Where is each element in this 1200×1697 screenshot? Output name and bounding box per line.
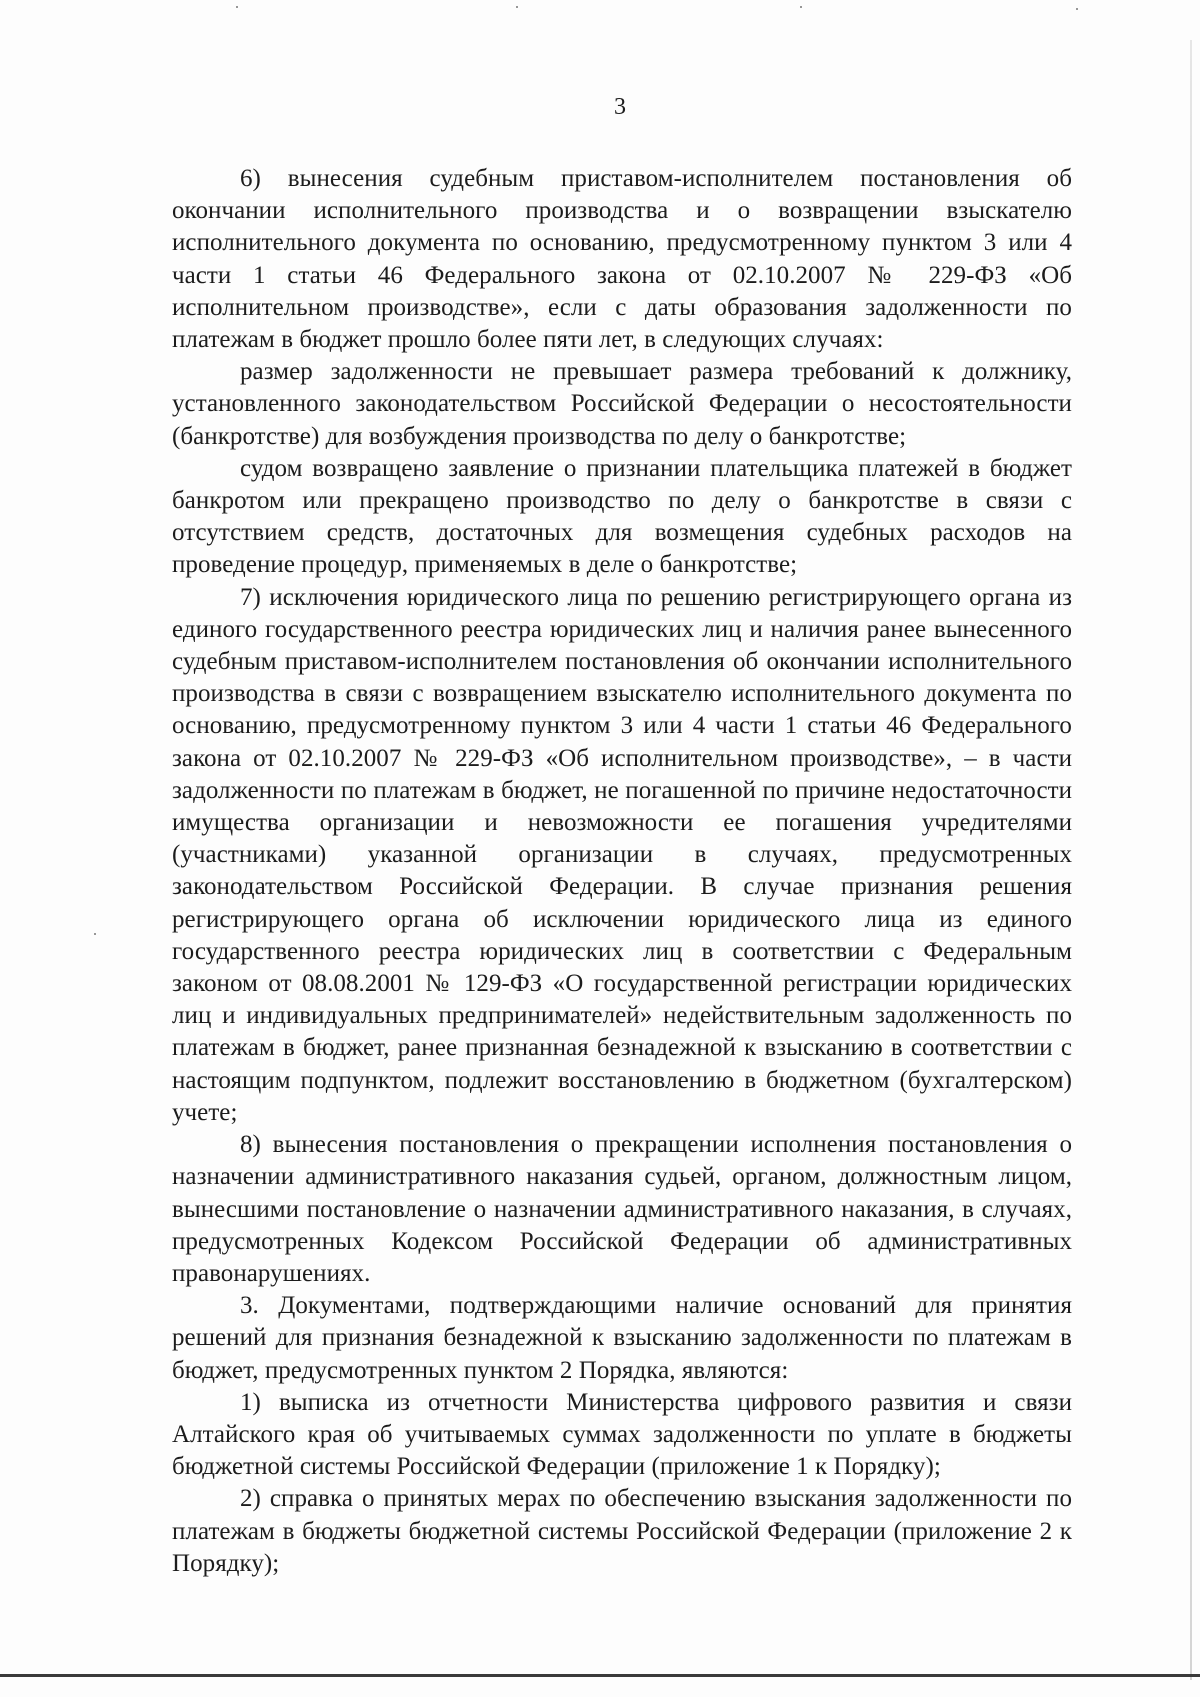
paragraph-case-debt-size: размер задолженности не превышает размера требований к должнику, установленного законодательством Российской Федерации о несостоятельности (банкротстве) для возбуждения производства по делу о банкротстве; bbox=[172, 358, 1072, 450]
paragraph-item-6: 6) вынесения судебным приставом-исполнителем постановления об окончании исполнительного производства и о возвращении взыскателю исполнительного документа по основанию, предусмотренному пунктом 3 или 4 части 1 статьи 46 Федерального закона от 02.10.2007 № 229-ФЗ «Об исполнительном производстве», если с даты образования задолженности по платежам в бюджет прошло более пяти лет, в следующих случаях: bbox=[172, 165, 1072, 354]
paragraph-document-2: 2) справка о принятых мерах по обеспечению взыскания задолженности по платежам в бюджеты бюджетной системы Российской Федерации (приложение 2 к Порядку); bbox=[172, 1485, 1072, 1577]
document-body bbox=[172, 163, 1072, 1580]
paragraph-document-1: 1) выписка из отчетности Министерства цифрового развития и связи Алтайского края об учитываемых суммах задолженности по уплате в бюджеты бюджетной системы Российской Федерации (приложение 1 к Порядку); bbox=[172, 1388, 1072, 1481]
paragraph-item-7: 7) исключения юридического лица по решению регистрирующего органа из единого государственного реестра юридических лиц и наличия ранее вынесенного судебным приставом-исполнителем постановления об окончании исполнительного производства в связи с возвращением взыскателю исполнительного документа по основанию, предусмотренному пунктом 3 или 4 части 1 статьи 46 Федерального закона от 02.10.2007 № 229-ФЗ «Об исполнительном производстве», – в части задолженности по платежам в бюджет, не погашенной по причине недостаточности имущества организации и невозможности ее погашения учредителями (участниками) указанной организации в случаях, предусмотренных законодательством Российской Федерации. В случае признания решения регистрирующего органа об исключении юридического лица из единого государственного реестра юридических лиц в соответствии с Федеральным законом от 08.08.2001 № 129-ФЗ «О государственной регистрации юридических лиц и индивидуальных предпринимателей» недействительным задолженность по платежам в бюджет, ранее признанная безнадежной к взысканию в соответствии с настоящим подпунктом, подлежит восстановлению в бюджетном (бухгалтерском) учете; bbox=[172, 583, 1072, 1126]
paragraph-case-court-returned: судом возвращено заявление о признании плательщика платежей в бюджет банкротом или прекращено производство по делу о банкротстве в связи с отсутствием средств, достаточных для возмещения судебных расходов на проведение процедур, применяемых в деле о банкротстве; bbox=[172, 454, 1072, 579]
scan-edge-bottom bbox=[0, 1674, 1200, 1677]
scan-speck bbox=[94, 933, 96, 935]
scan-edge-right bbox=[1190, 40, 1192, 1680]
paragraph-section-3: 3. Документами, подтверждающими наличие оснований для принятия решений для признания безнадежной к взысканию задолженности по платежам в бюджет, предусмотренных пунктом 2 Порядка, являются: bbox=[172, 1292, 1072, 1384]
page-number: 3 bbox=[614, 94, 626, 120]
paragraph-item-8: 8) вынесения постановления о прекращении исполнения постановления о назначении административного наказания судьей, органом, должностным лицом, вынесшими постановление о назначении административного наказания, в случаях, предусмотренных Кодексом Российской Федерации об административных правонарушениях. bbox=[172, 1131, 1072, 1287]
scan-speck bbox=[800, 6, 802, 8]
scan-speck bbox=[236, 6, 238, 8]
scan-speck bbox=[1076, 8, 1078, 10]
scan-speck bbox=[516, 6, 518, 8]
